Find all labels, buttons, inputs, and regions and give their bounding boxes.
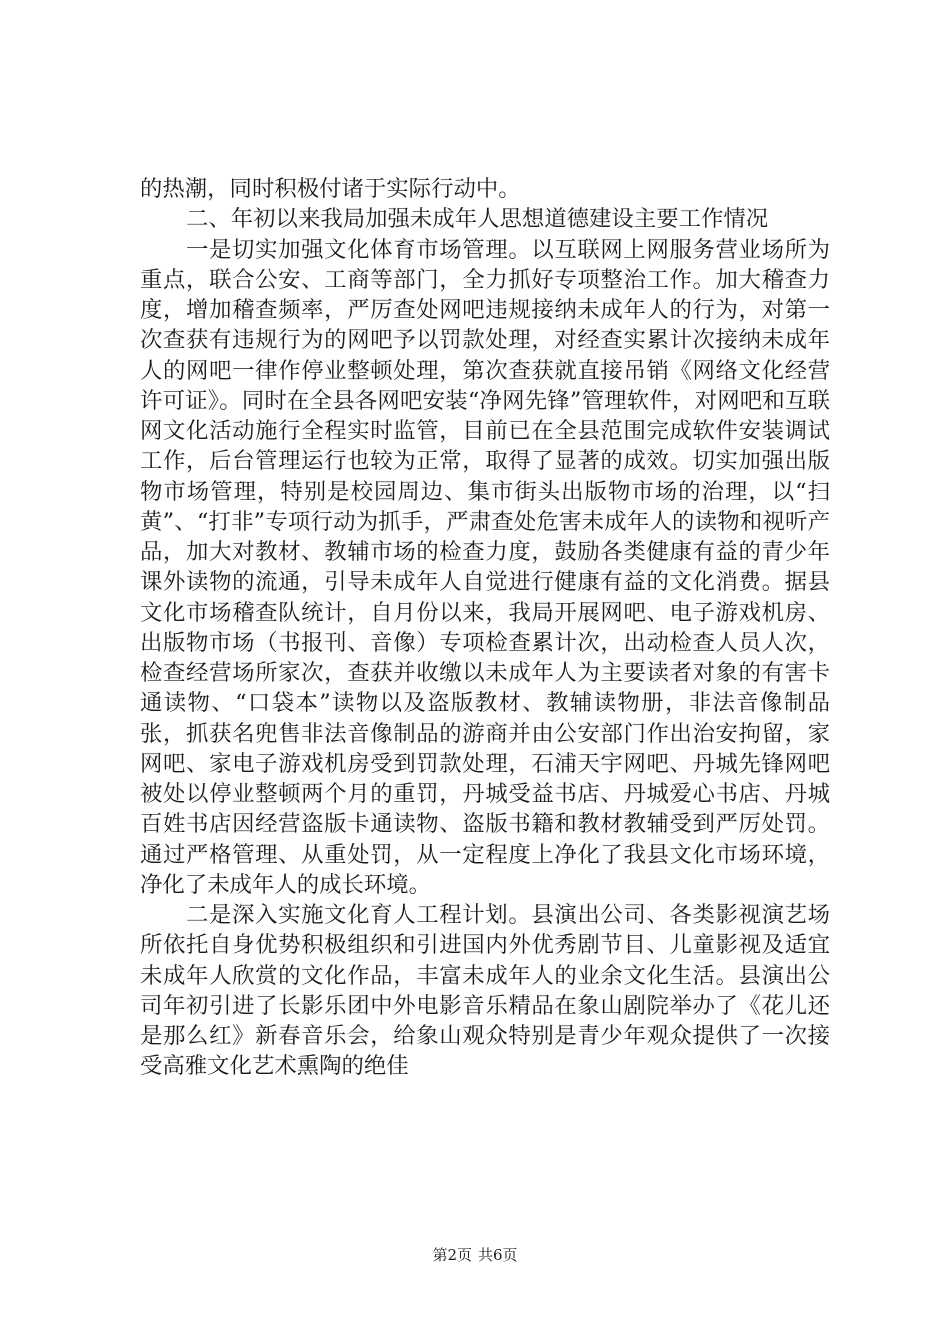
- paragraph-market-management: 一是切实加强文化体育市场管理。以互联网上网服务营业场所为重点，联合公安、工商等部门，全力抓好专项整治工作。加大稽查力度，增加稽查频率，严厉查处网吧违规接纳未成年人的行为，对第一次查获有违规行为的网吧予以罚款处理，对经查实累计次接纳未成年人的网吧一律作停业整顿处理，第次查获就直接吊销《网络文化经营许可证》。同时在全县各网吧安装“净网先锋”管理软件，对网吧和互联网文化活动施行全程实时监管，目前已在全县范围完成软件安装调试工作，后台管理运行也较为正常，取得了显著的成效。切实加强出版物市场管理，特别是校园周边、集市街头出版物市场的治理，以“扫黄”、“打非”专项行动为抓手，严肃查处危害未成年人的读物和视听产品，加大对教材、教辅市场的检查力度，鼓励各类健康有益的青少年课外读物的流通，引导未成年人自觉进行健康有益的文化消费。据县文化市场稽查队统计，自月份以来，我局开展网吧、电子游戏机房、出版物市场（书报刊、音像）专项检查累计次，出动检查人员人次，检查经营场所家次，查获并收缴以未成年人为主要读者对象的有害卡通读物、“口袋本”读物以及盗版教材、教辅读物册，非法音像制品张，抓获名兜售非法音像制品的游商并由公安部门作出治安拘留，家网吧、家电子游戏机房受到罚款处理，石浦天宇网吧、丹城先锋网吧被处以停业整顿两个月的重罚，丹城受益书店、丹城爱心书店、丹城百姓书店因经营盗版卡通读物、盗版书籍和教材教辅受到严厉处罚。通过严格管理、从重处罚，从一定程度上净化了我县文化市场环境，净化了未成年人的成长环境。: [140, 236, 830, 898]
- paragraph-continuation: 的热潮，同时积极付诸于实际行动中。: [140, 176, 521, 202]
- paragraph-cultural-education: 二是深入实施文化育人工程计划。县演出公司、各类影视演艺场所依托自身优势积极组织和引进国内外优秀剧节目、儿童影视及适宜未成年人欣赏的文化作品，丰富未成年人的业余文化生活。县演出公司年初引进了长影乐团中外电影音乐精品在象山剧院举办了《花儿还是那么红》新春音乐会，给象山观众特别是青少年观众提供了一次接受高雅文化艺术熏陶的绝佳: [140, 902, 830, 1080]
- document-body: [140, 174, 830, 1082]
- page-number: 第2页: [432, 1246, 472, 1264]
- section-heading: 二、年初以来我局加强未成年人思想道德建设主要工作情况: [186, 206, 769, 233]
- page-total: 共6页: [478, 1246, 518, 1264]
- page-footer: [0, 1244, 950, 1265]
